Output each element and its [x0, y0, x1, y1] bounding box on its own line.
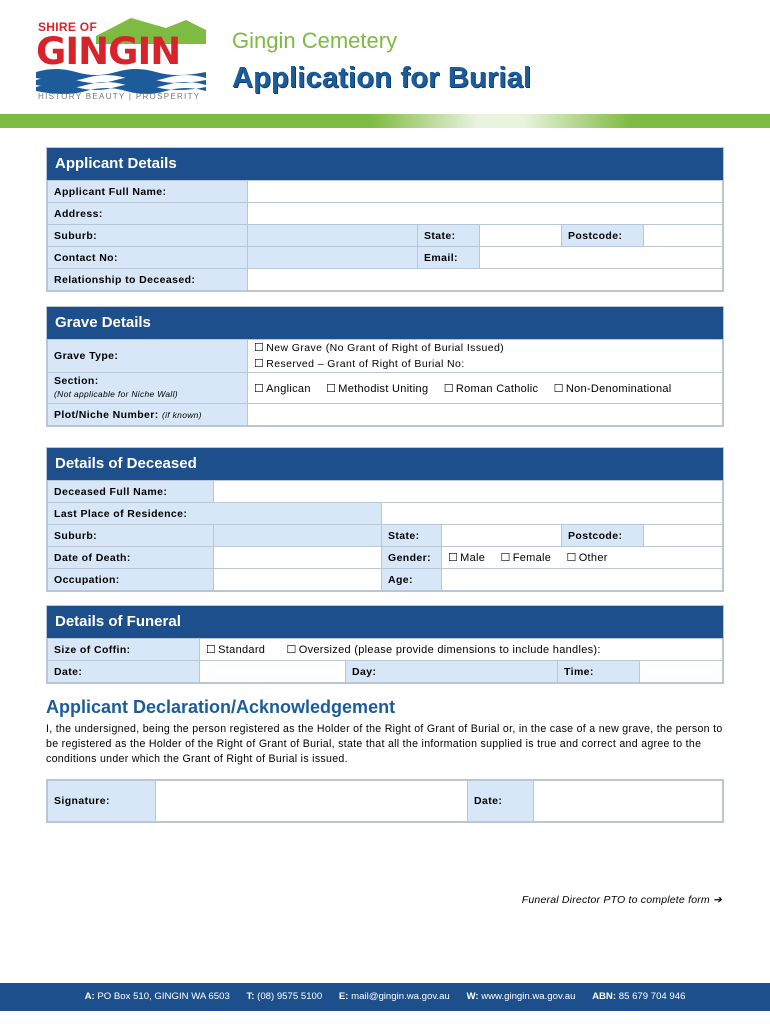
logo-name-text: GINGIN: [36, 30, 181, 73]
signature-date-field[interactable]: [534, 781, 723, 822]
checkbox-icon[interactable]: ☐: [206, 644, 217, 656]
coffin-size-options: [200, 639, 723, 661]
contact-label: Contact No:: [48, 247, 248, 269]
postcode-label: Postcode:: [562, 225, 644, 247]
option-label: Standard: [218, 644, 266, 656]
suburb-field[interactable]: [248, 225, 418, 247]
deceased-state-field[interactable]: [442, 525, 562, 547]
date-of-death-field[interactable]: [214, 547, 382, 569]
footer-email-label: E:: [338, 991, 349, 1002]
pto-note: Funeral Director PTO to complete form ➔: [521, 894, 722, 906]
section-option-methodist[interactable]: [326, 382, 428, 395]
checkbox-icon[interactable]: ☐: [286, 644, 297, 656]
option-label: Oversized (please provide dimensions to include handles):: [298, 644, 601, 656]
grave-details-heading: Grave Details: [47, 307, 723, 339]
plot-note: (if known): [161, 409, 202, 420]
signature-section: [46, 779, 724, 823]
option-label: Non-Denominational: [565, 382, 672, 395]
coffin-size-label: Size of Coffin:: [48, 639, 200, 661]
applicant-name-field[interactable]: [248, 181, 723, 203]
declaration-text: I, the undersigned, being the person registered as the Holder of the Right of Grant of Burial or, in the case of a new grave, the person to be registered as the Holder of the Right of Grant of Burial, state that all the information supplied is true and correct and agree to the conditions under which the Grant of Right of Burial is issued.: [46, 723, 723, 765]
applicant-details-heading: Applicant Details: [47, 148, 723, 180]
deceased-postcode-field[interactable]: [644, 525, 723, 547]
gender-option-female[interactable]: [501, 551, 552, 564]
age-label: Age:: [382, 569, 442, 591]
checkbox-icon[interactable]: ☐: [553, 382, 564, 395]
page-title: Application for Burial: [232, 62, 532, 94]
gender-options: [442, 547, 723, 569]
section-note: (Not applicable for Niche Wall): [54, 389, 178, 399]
occupation-field[interactable]: [214, 569, 382, 591]
funeral-day-label: Day:: [346, 661, 558, 683]
applicant-name-label: Applicant Full Name:: [48, 181, 248, 203]
funeral-date-label: Date:: [48, 661, 200, 683]
checkbox-icon[interactable]: ☐: [326, 382, 337, 395]
deceased-suburb-field[interactable]: [214, 525, 382, 547]
checkbox-icon[interactable]: ☐: [448, 552, 459, 564]
footer-abn: [592, 991, 685, 1002]
signature-label: Signature:: [48, 781, 156, 822]
section-label: Section:: [54, 375, 99, 387]
option-label: Anglican: [266, 382, 311, 395]
signature-date-label: Date:: [468, 781, 534, 822]
section-option-anglican[interactable]: [254, 382, 311, 395]
section-options: [248, 373, 723, 404]
footer-abn-value: 85 679 704 946: [618, 991, 686, 1002]
footer-phone: [246, 991, 322, 1002]
plot-label: Plot/Niche Number:: [54, 408, 159, 421]
plot-field[interactable]: [248, 404, 723, 426]
gender-label: Gender:: [382, 547, 442, 569]
contact-field[interactable]: [248, 247, 418, 269]
email-label: Email:: [418, 247, 480, 269]
option-label: Roman Catholic: [455, 382, 539, 395]
shire-logo: [36, 14, 208, 106]
footer-bar: [0, 983, 770, 1011]
state-field[interactable]: [480, 225, 562, 247]
suburb-label: Suburb:: [48, 225, 248, 247]
deceased-suburb-label: Suburb:: [48, 525, 214, 547]
deceased-details-heading: Details of Deceased: [47, 448, 723, 480]
state-label: State:: [418, 225, 480, 247]
footer-phone-label: T:: [246, 991, 255, 1002]
footer-phone-value: (08) 9575 5100: [257, 991, 323, 1002]
footer-website-value[interactable]: www.gingin.wa.gov.au: [481, 991, 576, 1002]
footer-email[interactable]: [339, 991, 450, 1002]
new-grave-option[interactable]: [254, 340, 716, 356]
last-residence-field[interactable]: [382, 503, 723, 525]
last-residence-label: Last Place of Residence:: [48, 503, 382, 525]
footer-address-value: PO Box 510, GINGIN WA 6503: [97, 991, 230, 1002]
footer-website-label: W:: [466, 991, 479, 1002]
footer-email-value[interactable]: mail@gingin.wa.gov.au: [351, 991, 450, 1002]
deceased-name-field[interactable]: [214, 481, 723, 503]
cemetery-name: Gingin Cemetery: [232, 28, 398, 53]
deceased-name-label: Deceased Full Name:: [48, 481, 214, 503]
funeral-details-section: [46, 605, 724, 684]
new-grave-label: New Grave (No Grant of Right of Burial Issued): [266, 342, 505, 354]
checkbox-icon[interactable]: ☐: [443, 382, 454, 395]
option-label: Male: [460, 552, 486, 564]
footer-website[interactable]: [466, 991, 575, 1002]
section-option-nondenom[interactable]: [554, 382, 672, 395]
option-label: Other: [578, 552, 608, 564]
coffin-option-standard[interactable]: [206, 643, 265, 656]
reserved-option[interactable]: [254, 356, 716, 372]
checkbox-icon[interactable]: ☐: [500, 552, 511, 564]
relationship-label: Relationship to Deceased:: [48, 269, 248, 291]
logo-shire-text: SHIRE OF: [38, 20, 98, 34]
grave-details-section: [46, 306, 724, 427]
funeral-date-field[interactable]: [200, 661, 346, 683]
deceased-postcode-label: Postcode:: [562, 525, 644, 547]
gender-option-other[interactable]: [567, 551, 608, 564]
checkbox-icon[interactable]: ☐: [566, 552, 577, 564]
funeral-time-label: Time:: [558, 661, 640, 683]
address-field[interactable]: [248, 203, 723, 225]
section-label-cell: [48, 373, 248, 404]
postcode-field[interactable]: [644, 225, 723, 247]
declaration-title: Applicant Declaration/Acknowledgement: [46, 697, 396, 717]
checkbox-icon[interactable]: ☐: [254, 382, 265, 395]
address-label: Address:: [48, 203, 248, 225]
option-label: Methodist Uniting: [338, 382, 429, 395]
footer-abn-label: ABN:: [592, 991, 617, 1002]
email-field[interactable]: [480, 247, 723, 269]
logo-tagline: HISTORY BEAUTY | PROSPERITY: [38, 92, 201, 101]
option-label: Female: [512, 552, 552, 564]
section-option-catholic[interactable]: [444, 382, 539, 395]
relationship-field[interactable]: [248, 269, 723, 291]
plot-label-cell: [48, 404, 248, 426]
applicant-details-section: [46, 147, 724, 292]
coffin-option-oversized[interactable]: [287, 643, 601, 656]
funeral-time-field[interactable]: [640, 661, 723, 683]
deceased-state-label: State:: [382, 525, 442, 547]
checkbox-icon[interactable]: ☐: [254, 358, 265, 370]
gender-option-male[interactable]: [448, 551, 485, 564]
grave-type-label: Grave Type:: [48, 340, 248, 373]
footer-address: [85, 991, 230, 1002]
checkbox-icon[interactable]: ☐: [254, 342, 265, 354]
occupation-label: Occupation:: [48, 569, 214, 591]
footer-address-label: A:: [84, 991, 95, 1002]
signature-field[interactable]: [156, 781, 468, 822]
date-of-death-label: Date of Death:: [48, 547, 214, 569]
reserved-label: Reserved – Grant of Right of Burial No:: [266, 358, 465, 370]
grave-type-options: [248, 340, 723, 373]
funeral-details-heading: Details of Funeral: [47, 606, 723, 638]
header-divider: [0, 114, 770, 128]
deceased-details-section: [46, 447, 724, 592]
age-field[interactable]: [442, 569, 723, 591]
